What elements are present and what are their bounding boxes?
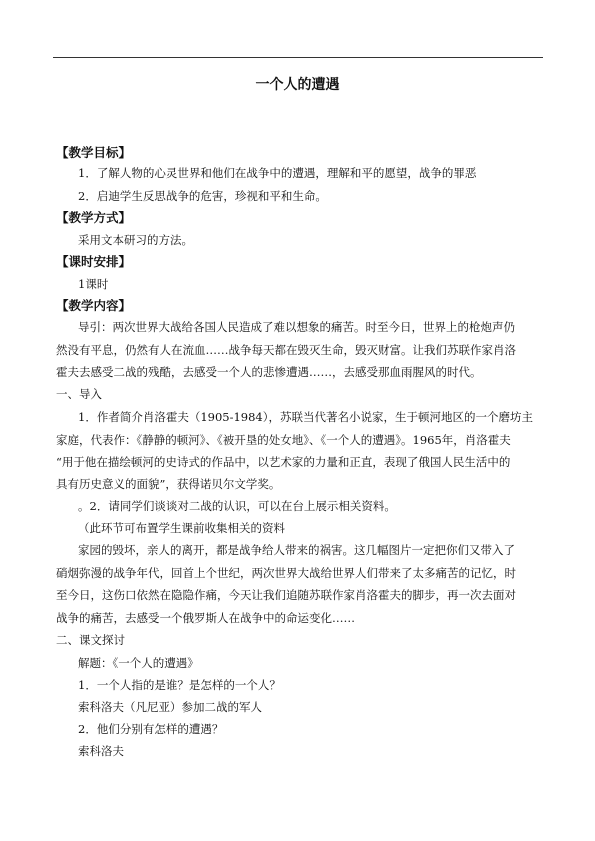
text-line: 解题：《一个人的遭遇》 [78, 656, 199, 670]
text-line: 硝烟弥漫的战争年代，回首上个世纪，两次世界大战给世界人们带来了太多痛苦的记忆，时 [56, 566, 516, 580]
text-line: 采用文本研习的方法。 [78, 233, 193, 247]
text-line: 2．他们分别有怎样的遭遇？ [78, 722, 224, 736]
text-line: 二、课文探讨 [56, 633, 125, 647]
text-line: 1课时 [78, 277, 109, 291]
text-line: 导引：两次世界大战给各国人民造成了难以想象的痛苦。时至今日，世界上的枪炮声仍 [78, 320, 515, 334]
text-line: 。2．请同学们谈谈对二战的认识，可以在台上展示相关资料。 [78, 499, 396, 513]
text-line: 索科洛夫（凡尼亚）参加二战的军人 [78, 700, 262, 714]
text-line: 1．了解人物的心灵世界和他们在战争中的遭遇，理解和平的愿望，战争的罪恶 [78, 166, 477, 180]
header-rule [53, 57, 543, 58]
section-heading: 【教学内容】 [56, 298, 132, 313]
text-line: 一、导入 [56, 387, 102, 401]
text-line: “用于他在描绘顿河的史诗式的作品中，以艺术家的力量和正直，表现了俄国人民生活中的 [56, 455, 511, 469]
section-heading: 【课时安排】 [56, 254, 132, 269]
text-line: 家园的毁坏，亲人的离开，都是战争给人带来的祸害。这几幅图片一定把你们又带入了 [78, 543, 515, 557]
text-line: 然没有平息，仍然有人在流血……战争每天都在毁灭生命，毁灭财富。让我们苏联作家肖洛 [56, 343, 516, 357]
text-line: 至今日，这伤口依然在隐隐作痛，今天让我们追随苏联作家肖洛霍夫的脚步，再一次去面对 [56, 588, 516, 602]
document-title: 一个人的遭遇 [255, 77, 340, 93]
text-line: 1．一个人指的是谁？是怎样的一个人？ [78, 678, 281, 692]
text-line: 1．作者简介肖洛霍夫（1905-1984），苏联当代著名小说家，生于顿河地区的一个磨坊主 [78, 410, 533, 424]
text-line: 索科洛夫 [78, 744, 124, 758]
text-line: （此环节可布置学生课前收集相关的资料 [78, 521, 285, 535]
text-line: 家庭，代表作：《静静的顿河》、《被开垦的处女地》、《一个人的遭遇》。1965年，肖洛霍夫 [56, 433, 511, 447]
section-heading: 【教学方式】 [56, 210, 132, 225]
text-line: 2．启迪学生反思战争的危害，珍视和平和生命。 [78, 189, 327, 203]
text-line: 具有历史意义的面貌”，获得诺贝尔文学奖。 [56, 477, 281, 491]
text-line: 战争的痛苦，去感受一个俄罗斯人在战争中的命运变化…… [56, 611, 355, 625]
text-line: 霍夫去感受二战的残酷，去感受一个人的悲惨遭遇……，去感受那血雨腥风的时代。 [56, 365, 482, 379]
section-heading: 【教学目标】 [56, 145, 132, 160]
